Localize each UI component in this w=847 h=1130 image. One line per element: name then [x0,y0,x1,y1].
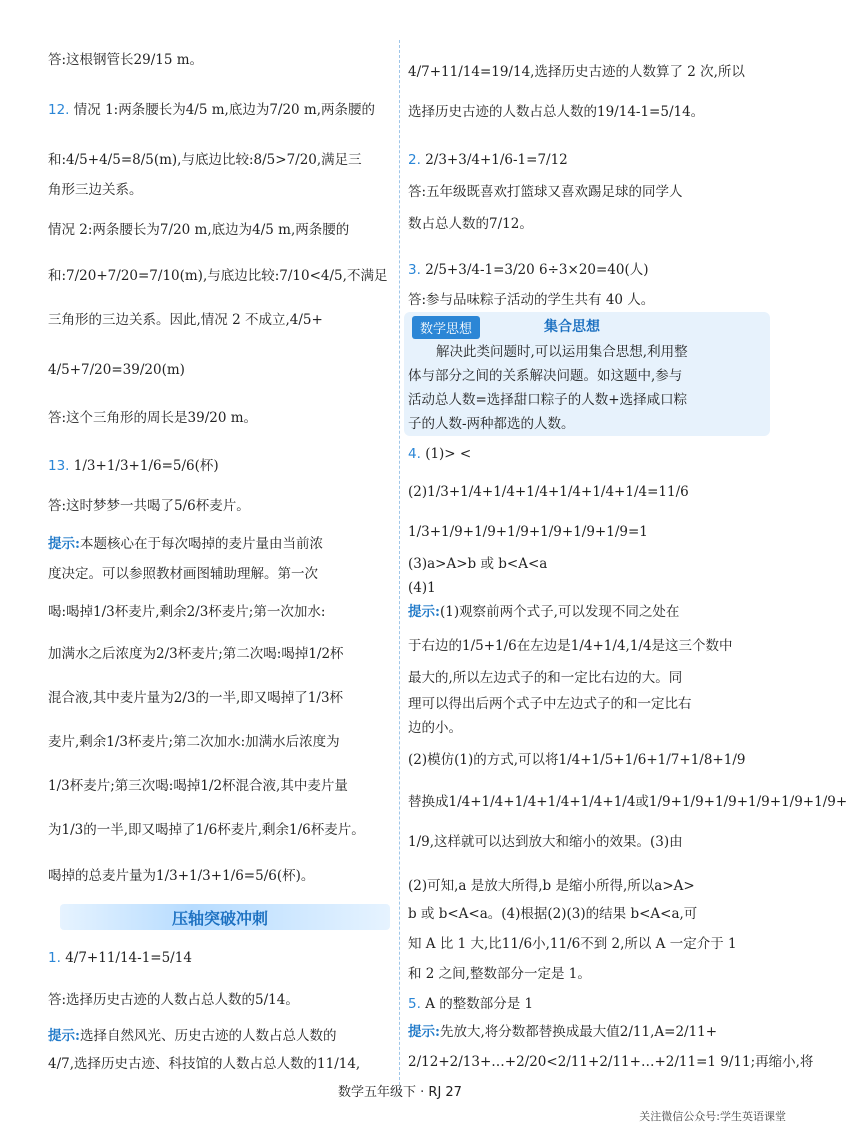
hint-text-line: 于右边的1/5+1/6在左边是1/4+1/4,1/4是这三个数中 [408,638,733,654]
problem-number: 1. [48,950,61,966]
hint-text-line: 边的小。 [408,720,462,736]
hint-text-line: 加满水之后浓度为2/3杯麦片;第二次喝:喝掉1/2杯 [48,646,344,662]
page-footer: 数学五年级下 · RJ 27 [338,1085,462,1100]
problem-number: 4. [408,446,421,462]
hint-label: 提示: [48,536,80,552]
box-text-line: 体与部分之间的关系解决问题。如这题中,参与 [408,368,683,384]
problem-number: 3. [408,262,421,278]
math-thinking-tag: 数学思想 [412,316,480,339]
hint-label: 提示: [408,604,440,620]
hint-text-line: 混合液,其中麦片量为2/3的一半,即又喝掉了1/3杯 [48,690,344,706]
problem-3-line: 3. 2/5+3/4-1=3/20 6÷3×20=40(人) [408,262,649,278]
hint-text-line: b 或 b<A<a。(4)根据(2)(3)的结果 b<A<a,可 [408,906,698,922]
box-text-line: 活动总人数=选择甜口粽子的人数+选择咸口粽 [408,392,688,408]
hint-line: 提示:(1)观察前两个式子,可以发现不同之处在 [408,604,680,620]
problem-5-line: 5. A 的整数部分是 1 [408,996,534,1012]
hint-text-line: 度决定。可以参照教材画图辅助理解。第一次 [48,566,318,582]
answer-line: 数占总人数的7/12。 [408,216,533,232]
hint-line: 提示:选择自然风光、历史古迹的人数占总人数的 [48,1028,337,1044]
problem-number: 13. [48,458,70,474]
text-line: 三角形的三边关系。因此,情况 2 不成立,4/5+ [48,312,323,328]
hint-line: 提示:先放大,将分数都替换成最大值2/11,A=2/11+ [408,1024,718,1040]
hint-label: 提示: [48,1028,80,1044]
section-title: 压轴突破冲刺 [172,909,269,928]
problem-13-line: 13. 1/3+1/3+1/6=5/6(杯) [48,458,219,474]
hint-text-line: 和 2 之间,整数部分一定是 1。 [408,966,591,982]
answer-line: 答:参与品味粽子活动的学生共有 40 人。 [408,292,655,308]
hint-label: 提示: [408,1024,440,1040]
problem-12-line: 12. 情况 1:两条腰长为4/5 m,底边为7/20 m,两条腰的 [48,102,376,118]
text-line: 选择历史古迹的人数占总人数的19/14-1=5/14。 [408,104,705,120]
answer-line: 答:这时梦梦一共喝了5/6杯麦片。 [48,498,250,514]
text-line: 和:4/5+4/5=8/5(m),与底边比较:8/5>7/20,满足三 [48,152,362,168]
text-line: (3)a>A>b 或 b<A<a [408,556,548,572]
hint-text-line: 4/7,选择历史古迹、科技馆的人数占总人数的11/14, [48,1056,361,1072]
hint-text-line: 1/3杯麦片;第三次喝:喝掉1/2杯混合液,其中麦片量 [48,778,348,794]
hint-text-line: 喝掉的总麦片量为1/3+1/3+1/6=5/6(杯)。 [48,868,315,884]
answer-line: 答:选择历史古迹的人数占总人数的5/14。 [48,992,299,1008]
box-text-line: 解决此类问题时,可以运用集合思想,利用整 [436,344,688,360]
equation-line: 1/3+1/9+1/9+1/9+1/9+1/9+1/9=1 [408,524,648,540]
corner-note: 关注微信公众号:学生英语课堂 [639,1110,786,1123]
text-line: 4/7+11/14=19/14,选择历史古迹的人数算了 2 次,所以 [408,64,745,80]
equation-line: (2)1/3+1/4+1/4+1/4+1/4+1/4+1/4=11/6 [408,484,689,500]
hint-text-line: (2)模仿(1)的方式,可以将1/4+1/5+1/6+1/7+1/8+1/9 [408,752,746,768]
equation-line: 4/5+7/20=39/20(m) [48,362,185,378]
hint-text-line: 知 A 比 1 大,比11/6小,11/6不到 2,所以 A 一定介于 1 [408,936,737,952]
hint-line: 提示:本题核心在于每次喝掉的麦片量由当前浓 [48,536,323,552]
math-thinking-heading: 集合思想 [544,319,600,335]
hint-text-line: 2/12+2/13+…+2/20<2/11+2/11+…+2/11=1 9/11;再缩小,将 [408,1054,814,1070]
hint-text-line: 喝:喝掉1/3杯麦片,剩余2/3杯麦片;第一次加水: [48,604,326,620]
hint-text-line: (2)可知,a 是放大所得,b 是缩小所得,所以a>A> [408,878,695,894]
text-line: (4)1 [408,580,436,596]
problem-number: 5. [408,996,421,1012]
problem-4-line: 4. (1)> < [408,446,472,462]
problem-number: 2. [408,152,421,168]
hint-text-line: 为1/3的一半,即又喝掉了1/6杯麦片,剩余1/6杯麦片。 [48,822,365,838]
problem-number: 12. [48,102,70,118]
answer-line: 答:这个三角形的周长是39/20 m。 [48,410,258,426]
hint-text-line: 最大的,所以左边式子的和一定比右边的大。同 [408,670,683,686]
problem-2-line: 2. 2/3+3/4+1/6-1=7/12 [408,152,568,168]
problem-1-line: 1. 4/7+11/14-1=5/14 [48,950,192,966]
text-line: 情况 2:两条腰长为7/20 m,底边为4/5 m,两条腰的 [48,222,350,238]
text-line: 角形三边关系。 [48,182,143,198]
hint-text-line: 麦片,剩余1/3杯麦片;第二次加水:加满水后浓度为 [48,734,340,750]
box-text-line: 子的人数-两种都选的人数。 [408,416,575,432]
hint-text-line: 替换成1/4+1/4+1/4+1/4+1/4+1/4或1/9+1/9+1/9+1/9+1/9+1/9+ [408,794,847,810]
answer-line: 答:这根钢管长29/15 m。 [48,52,204,68]
hint-text-line: 1/9,这样就可以达到放大和缩小的效果。(3)由 [408,834,683,850]
column-divider [399,40,400,1095]
answer-line: 答:五年级既喜欢打篮球又喜欢踢足球的同学人 [408,184,683,200]
hint-text-line: 理可以得出后两个式子中左边式子的和一定比右 [408,696,692,712]
text-line: 和:7/20+7/20=7/10(m),与底边比较:7/10<4/5,不满足 [48,268,388,284]
